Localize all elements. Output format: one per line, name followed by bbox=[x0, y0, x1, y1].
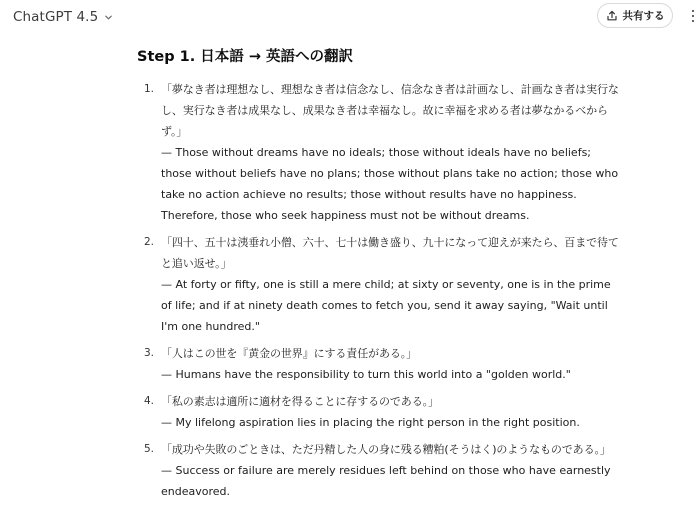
share-label: 共有する bbox=[622, 10, 665, 22]
english-translation: — Humans have the responsibility to turn this world into a "golden world." bbox=[161, 368, 571, 381]
list-number: 4. bbox=[144, 395, 155, 407]
share-upload-icon bbox=[606, 10, 618, 22]
list-number: 5. bbox=[144, 443, 155, 455]
list-item bbox=[137, 79, 622, 226]
translation-list bbox=[137, 79, 622, 502]
model-selector[interactable] bbox=[13, 7, 113, 27]
list-number: 3. bbox=[144, 347, 155, 359]
english-translation: — My lifelong aspiration lies in placing the right person in the right position. bbox=[161, 416, 580, 429]
english-translation: — Success or failure are merely residues left behind on those who have earnestly endeavored. bbox=[161, 464, 611, 498]
chevron-down-icon bbox=[103, 12, 113, 22]
message-heading: Step 1. 日本語 → 英語への翻訳 bbox=[137, 49, 354, 65]
more-vertical-icon[interactable] bbox=[688, 6, 698, 26]
japanese-quote: 「人はこの世を『黄金の世界』にする責任がある。」 bbox=[161, 347, 418, 360]
japanese-quote: 「私の素志は適所に適材を得ることに存するのである。」 bbox=[161, 395, 439, 408]
japanese-quote: 「成功や失敗のごときは、ただ丹精した人の身に残る糟粕(そうはく)のようなものである。」 bbox=[161, 443, 611, 456]
list-number: 1. bbox=[144, 83, 155, 95]
list-item bbox=[137, 232, 622, 337]
top-bar bbox=[0, 0, 700, 34]
model-name: ChatGPT 4.5 bbox=[13, 9, 99, 25]
assistant-message bbox=[137, 46, 622, 508]
list-item bbox=[137, 391, 622, 433]
share-button[interactable] bbox=[597, 3, 673, 28]
list-item bbox=[137, 439, 622, 502]
english-translation: — At forty or fifty, one is still a mere child; at sixty or seventy, one is in the prime of life; and if at ninety death comes to fetch you, send it away saying, "Wait until I'm one hundred." bbox=[161, 278, 611, 333]
japanese-quote: 「夢なき者は理想なし、理想なき者は信念なし、信念なき者は計画なし、計画なき者は実行なし、実行なき者は成果なし、成果なき者は幸福なし。故に幸福を求める者は夢なかるべからず。」 bbox=[161, 83, 619, 138]
english-translation: — Those without dreams have no ideals; those without ideals have no beliefs; those without beliefs have no plans; those without plans take no action; those who take no action achieve no results; those without results have no happiness. Therefore, those who seek happiness must not be without dreams. bbox=[161, 146, 619, 222]
list-item bbox=[137, 343, 622, 385]
japanese-quote: 「四十、五十は洟垂れ小僧、六十、七十は働き盛り、九十になって迎えが来たら、百まで待てと追い返せ。」 bbox=[161, 236, 619, 270]
list-number: 2. bbox=[144, 236, 155, 248]
